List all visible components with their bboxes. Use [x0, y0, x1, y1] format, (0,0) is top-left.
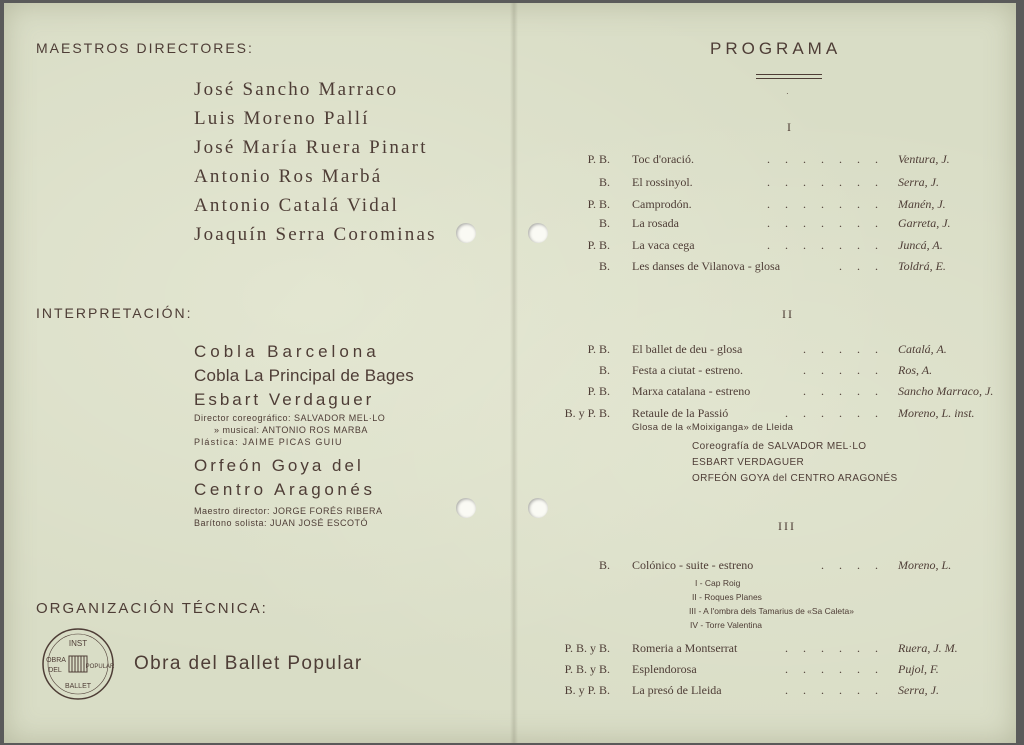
- program-code: B. y P. B.: [564, 683, 610, 697]
- esbart-verdaguer: Esbart Verdaguer: [194, 390, 375, 409]
- suite-movement: IV - Torre Valentina: [690, 620, 762, 630]
- program-composer: Ruera, J. M.: [898, 641, 958, 655]
- punch-hole: [528, 498, 548, 518]
- section-numeral: III: [778, 519, 796, 533]
- program-code: P. B.: [587, 342, 610, 356]
- section-numeral: I: [787, 120, 793, 134]
- maestro-name: Antonio Ros Marbá: [194, 166, 383, 187]
- logo-text: DEL: [48, 667, 62, 674]
- program-title: La vaca cega: [632, 238, 695, 252]
- interpretacion-block: [194, 340, 414, 529]
- program-code: P. B.: [587, 384, 610, 398]
- program-title: Les danses de Vilanova - glosa: [632, 259, 781, 273]
- dot-leader: . . . . . .: [785, 406, 884, 420]
- plastica: Plástica: JAIME PICAS GUIU: [194, 437, 343, 447]
- retaule-credit: ESBART VERDAGUER: [692, 457, 805, 468]
- retaule-credit: ORFEÓN GOYA del CENTRO ARAGONÉS: [692, 473, 898, 484]
- program-code: B.: [598, 216, 610, 230]
- maestro-name: José María Ruera Pinart: [194, 137, 428, 158]
- cobla-barcelona: Cobla Barcelona: [194, 342, 380, 361]
- maestro-name: Luis Moreno Pallí: [194, 108, 370, 129]
- program-composer: Sancho Marraco, J.: [898, 384, 994, 398]
- program-row: [544, 152, 1014, 168]
- program-row: [544, 342, 1014, 358]
- cobla-bages: Cobla La Principal de Bages: [194, 366, 414, 385]
- program-code: P. B.: [587, 238, 610, 252]
- program-code: P. B. y B.: [564, 662, 610, 676]
- retaule-note: Glosa de la «Moixiganga» de Lleida: [632, 422, 794, 433]
- interpretacion-heading: INTERPRETACIÓN:: [36, 305, 193, 321]
- program-code: B.: [598, 558, 610, 572]
- program-code: P. B. y B.: [564, 641, 610, 655]
- program-code: B. y P. B.: [564, 406, 610, 420]
- dot-leader: . . .: [839, 259, 884, 273]
- program-row: [544, 363, 1014, 379]
- program-title: Toc d'oració.: [632, 152, 694, 166]
- logo-text: BALLET: [64, 683, 92, 690]
- program-row: [544, 175, 1014, 191]
- program-composer: Serra, J.: [898, 175, 939, 189]
- program-composer: Pujol, F.: [898, 662, 939, 676]
- program-code: B.: [598, 363, 610, 377]
- program-composer: Catalá, A.: [898, 342, 947, 356]
- logo-text: INST: [68, 639, 88, 648]
- program-composer: Garreta, J.: [898, 216, 951, 230]
- dot-leader: . . . . . .: [785, 641, 884, 655]
- dot-leader: . . . . .: [803, 363, 884, 377]
- maestro-name: José Sancho Marraco: [194, 79, 399, 100]
- program-row: [544, 384, 1014, 400]
- dot-leader: . . . . . .: [785, 683, 884, 697]
- program-title: El ballet de deu - glosa: [632, 342, 743, 356]
- maestro-name: Joaquín Serra Corominas: [194, 224, 437, 245]
- program-composer: Moreno, L. inst.: [898, 406, 975, 420]
- program-sheet: [4, 3, 1016, 743]
- dot-leader: . . . . .: [803, 342, 884, 356]
- program-title: El rossinyol.: [632, 175, 693, 189]
- orfeon-line-2: Centro Aragonés: [194, 480, 376, 499]
- program-title: Esplendorosa: [632, 662, 697, 676]
- program-composer: Manén, J.: [898, 197, 946, 211]
- organizacion-heading: ORGANIZACIÓN TÉCNICA:: [36, 600, 268, 617]
- program-row: [544, 662, 1014, 678]
- program-row: [544, 683, 1014, 699]
- program-composer: Ros, A.: [898, 363, 933, 377]
- program-row: [544, 406, 1014, 422]
- program-composer: Juncá, A.: [898, 238, 943, 252]
- program-title: La rosada: [632, 216, 679, 230]
- program-code: P. B.: [587, 152, 610, 166]
- orfeon-line-1: Orfeón Goya del: [194, 456, 364, 475]
- programa-title: PROGRAMA: [710, 39, 842, 58]
- program-code: B.: [598, 259, 610, 273]
- title-ornament: ·: [786, 89, 789, 98]
- suite-movement: I - Cap Roig: [695, 578, 741, 588]
- director-musical: » musical: ANTONIO ROS MARBA: [214, 425, 368, 435]
- retaule-credit: Coreografía de SALVADOR MEL·LO: [692, 441, 867, 452]
- suite-movement: III - A l'ombra dels Tamarius de «Sa Caleta»: [689, 606, 854, 616]
- dot-leader: . . . .: [821, 558, 884, 572]
- dot-leader: . . . . .: [803, 384, 884, 398]
- program-row: [544, 259, 1014, 275]
- title-rule: [756, 78, 822, 79]
- program-title: Marxa catalana - estreno: [632, 384, 751, 398]
- center-fold: [510, 3, 518, 743]
- program-composer: Ventura, J.: [898, 152, 950, 166]
- section-numeral: II: [782, 307, 794, 321]
- program-title: La presó de Lleida: [632, 683, 722, 697]
- dot-leader: . . . . . . .: [767, 152, 884, 166]
- program-title: Colónico - suite - estreno: [632, 558, 754, 572]
- program-row: [544, 197, 1014, 213]
- organizacion-name: Obra del Ballet Popular: [134, 653, 363, 674]
- program-row: [544, 558, 1014, 574]
- dot-leader: . . . . . . .: [767, 175, 884, 189]
- program-code: P. B.: [587, 197, 610, 211]
- logo-text: OBRA: [46, 657, 66, 664]
- program-title: Romeria a Montserrat: [632, 641, 738, 655]
- director-coreografico: Director coreográfico: SALVADOR MEL·LO: [194, 413, 386, 423]
- dot-leader: . . . . . .: [785, 662, 884, 676]
- program-code: B.: [598, 175, 610, 189]
- suite-movement: II - Roques Planes: [692, 592, 762, 602]
- program-composer: Toldrá, E.: [898, 259, 946, 273]
- dot-leader: . . . . . . .: [767, 216, 884, 230]
- maestro-director: Maestro director: JORGE FORÉS RIBERA: [194, 506, 383, 516]
- maestros-heading: MAESTROS DIRECTORES:: [36, 40, 254, 56]
- program-composer: Moreno, L.: [898, 558, 952, 572]
- punch-hole: [456, 223, 476, 243]
- dot-leader: . . . . . . .: [767, 197, 884, 211]
- program-title: Retaule de la Passió: [632, 406, 729, 420]
- ballet-popular-logo-icon: [40, 626, 116, 702]
- program-row: [544, 216, 1014, 232]
- program-title: Festa a ciutat - estreno.: [632, 363, 743, 377]
- baritono-solista: Barítono solista: JUAN JOSÉ ESCOTÓ: [194, 518, 369, 528]
- program-title: Camprodón.: [632, 197, 692, 211]
- maestro-name: Antonio Catalá Vidal: [194, 195, 400, 216]
- dot-leader: . . . . . . .: [767, 238, 884, 252]
- punch-hole: [456, 498, 476, 518]
- title-rule: [756, 74, 822, 75]
- maestros-list: [194, 75, 437, 249]
- program-row: [544, 238, 1014, 254]
- program-composer: Serra, J.: [898, 683, 939, 697]
- logo-text: POPULAR: [85, 664, 115, 670]
- program-row: [544, 641, 1014, 657]
